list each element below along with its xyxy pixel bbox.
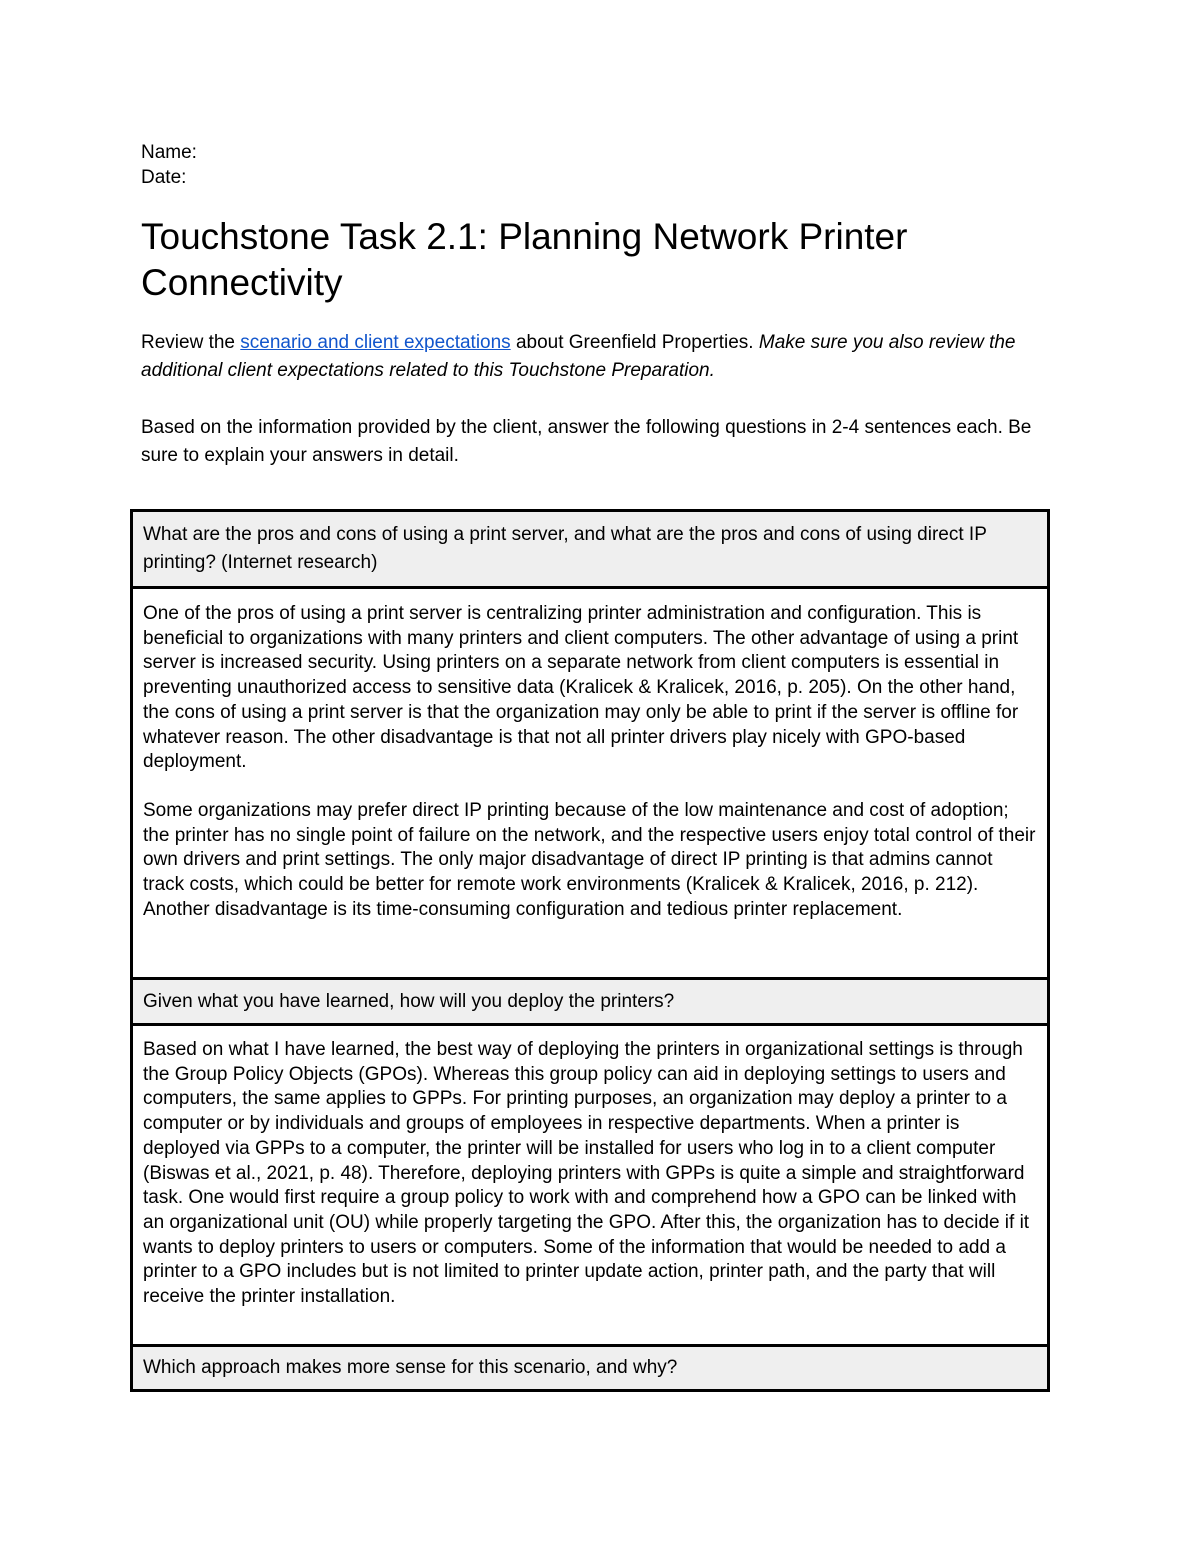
answer-row-1 [133, 586, 1047, 977]
answer-row-2 [133, 1023, 1047, 1344]
document-page [141, 140, 1051, 470]
answer-1-paragraph-2: Some organizations may prefer direct IP printing because of the low maintenance and cost of adoption; the printer has no single point of failure on the network, and the respective users enjoy total control of their own drivers and print settings. The only major disadvantage of direct IP printing is that admins cannot track costs, which could be better for remote work environments (Kralicek & Kralicek, 2016, p. 212). Another disadvantage is its time-consuming configuration and tedious printer replacement. [143, 799, 1036, 920]
scenario-link[interactable]: scenario and client expectations [240, 332, 511, 353]
page-title: Touchstone Task 2.1: Planning Network Printer Connectivity [141, 216, 908, 303]
name-label: Name: [141, 142, 197, 163]
question-answer-table [130, 509, 1050, 1392]
intro-emphasis: Make sure you also review the additional client expectations related to this Touchstone Preparation. [141, 332, 1016, 381]
instructions-paragraph: Based on the information provided by the client, answer the following questions in 2-4 sentences each. Be sure to explain your answers in detail. [141, 417, 1032, 466]
intro-prefix: Review the [141, 332, 241, 353]
intro-paragraph [141, 329, 1041, 385]
question-row-2: Given what you have learned, how will you deploy the printers? [133, 977, 1047, 1023]
question-row-3: Which approach makes more sense for this scenario, and why? [133, 1344, 1047, 1389]
answer-2-paragraph: Based on what I have learned, the best way of deploying the printers in organizational settings is through the Group Policy Objects (GPOs). Whereas this group policy can aid in deploying settings to users and computers, the same applies to GPPs. For printing purposes, an organization may deploy a printer to a computer or by individuals and groups of employees in respective departments. When a printer is deployed via GPPs to a computer, the printer will be installed for users who log in to a client computer (Biswas et al., 2021, p. 48). Therefore, deploying printers with GPPs is quite a simple and straightforward task. One would first require a group policy to work with and comprehend how a GPO can be linked with an organizational unit (OU) while properly targeting the GPO. After this, the organization has to decide if it wants to deploy printers to users or computers. Some of the information that would be needed to add a printer to a GPO includes but is not limited to printer update action, printer path, and the party that will receive the printer installation. [143, 1039, 1030, 1308]
intro-middle: about Greenfield Properties. [510, 332, 759, 353]
answer-1-paragraph-1: One of the pros of using a print server is centralizing printer administration and configuration. This is beneficial to organizations with many printers and client computers. The other advantage of using a print server is increased security. Using printers on a separate network from client computers is essential in preventing unauthorized access to sensitive data (Kralicek & Kralicek, 2016, p. 205). On the other hand, the cons of using a print server is that the organization may only be able to print if the server is offline for whatever reason. The other disadvantage is that not all printer drivers play nicely with GPO-based deployment. [143, 603, 1019, 773]
date-label: Date: [141, 167, 187, 188]
question-row-1: What are the pros and cons of using a print server, and what are the pros and cons of using direct IP printing? (Internet research) [133, 512, 1047, 586]
